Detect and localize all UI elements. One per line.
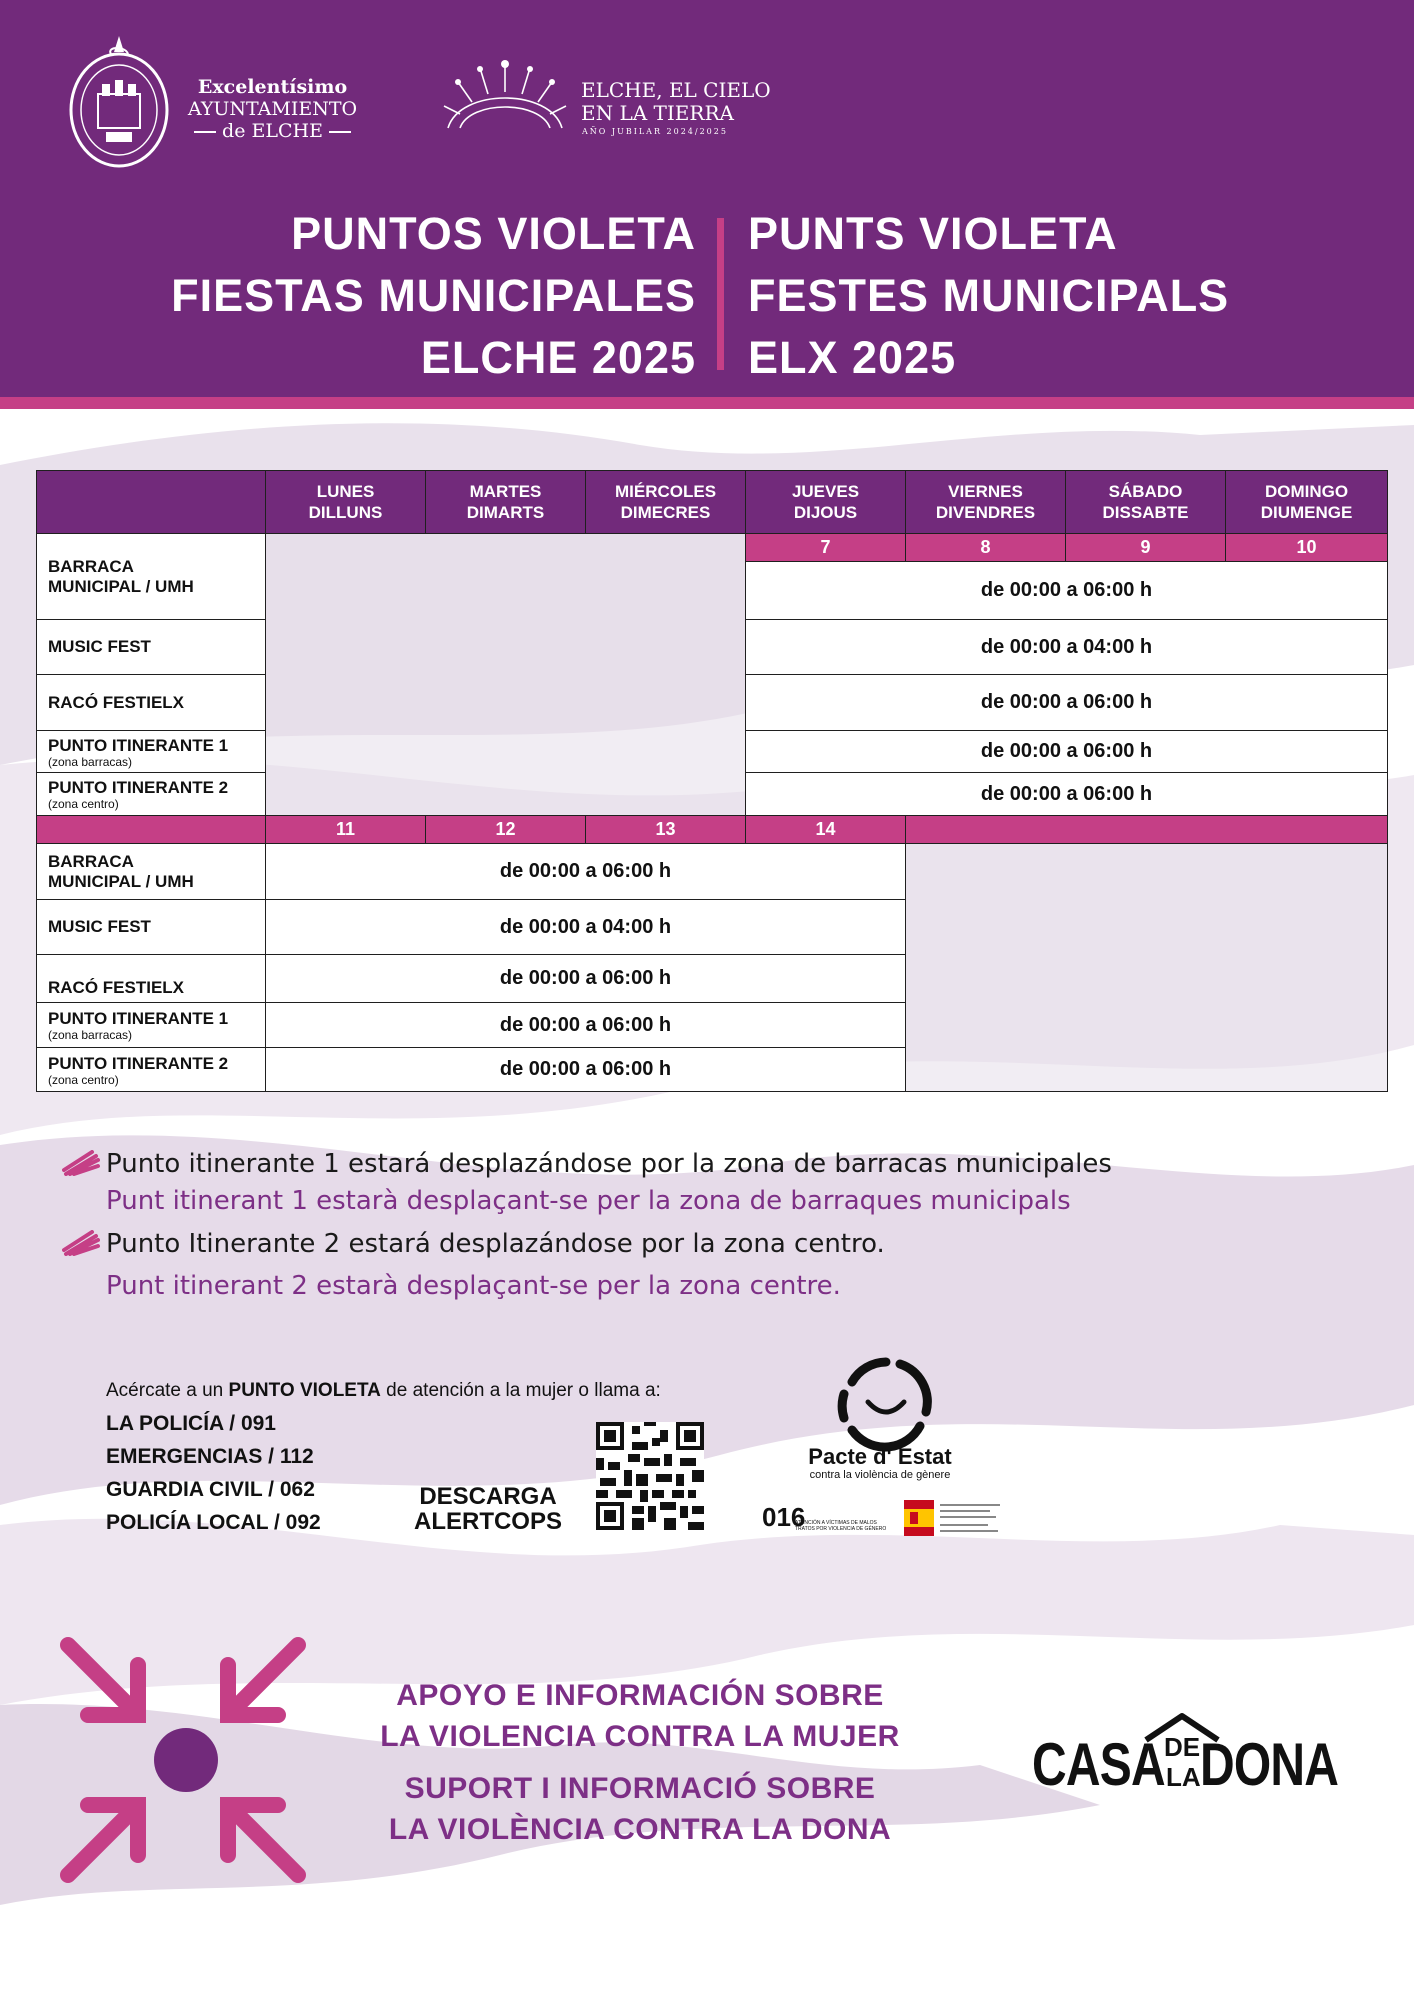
- day-va: DIJOUS: [793, 503, 858, 522]
- date-row-spacer: [905, 815, 1388, 844]
- date-cell: 7: [745, 533, 906, 562]
- row-label-line1: MUSIC FEST: [48, 637, 151, 656]
- date-cell: 8: [905, 533, 1066, 562]
- pacte-smile-logo-icon: [830, 1352, 942, 1452]
- day-es: JUEVES: [791, 482, 860, 501]
- week2-empty-block: [905, 843, 1388, 1092]
- qr-code-icon[interactable]: [596, 1422, 704, 1530]
- day-header-tuesday: [425, 470, 586, 534]
- day-es: LUNES: [316, 482, 375, 501]
- day-es: MIÉRCOLES: [614, 482, 717, 501]
- note-1-es: Punto itinerante 1 estará desplazándose por la zona de barracas municipales: [106, 1149, 1112, 1179]
- ministerio-igualdad-logo-icon: [904, 1500, 1012, 1536]
- date-row-spacer: [36, 815, 266, 844]
- day-header-wednesday: [585, 470, 746, 534]
- helpline-016: 016: [762, 1502, 806, 1532]
- time-cell: de 00:00 a 06:00 h: [745, 561, 1388, 620]
- contact-intro-pre: Acércate a un: [106, 1380, 229, 1401]
- row-label: [36, 730, 266, 773]
- row-label: [36, 533, 266, 620]
- contact-intro-post: de atención a la mujer o llama a:: [380, 1380, 661, 1401]
- row-label-line1: PUNTO ITINERANTE 1: [48, 735, 229, 755]
- table-corner: [36, 470, 266, 534]
- footer-va-line1: SUPORT I INFORMACIÓ SOBRE: [404, 1772, 876, 1805]
- row-label-sub: (zona centro): [48, 797, 119, 811]
- time-cell: de 00:00 a 06:00 h: [745, 674, 1388, 731]
- day-va: DISSABTE: [1102, 503, 1189, 522]
- jubilar-line2: EN LA TIERRA: [581, 101, 734, 125]
- download-line1: DESCARGA: [419, 1483, 557, 1510]
- row-label-line1: PUNTO ITINERANTE 2: [48, 1053, 229, 1073]
- row-label-sub: (zona barracas): [48, 754, 133, 769]
- time-cell: de 00:00 a 04:00 h: [745, 619, 1388, 675]
- contact-intro-bold: PUNTO VIOLETA: [228, 1380, 381, 1401]
- ayuntamiento-line3-text: de ELCHE: [222, 120, 323, 142]
- week1-empty-block: [265, 533, 746, 816]
- row-label: [36, 954, 266, 1003]
- time-cell: de 00:00 a 06:00 h: [265, 954, 906, 1003]
- title-va-line2: FESTES MUNICIPALS: [748, 270, 1230, 321]
- day-va: DIMARTS: [466, 503, 545, 522]
- day-header-sunday: [1225, 470, 1388, 534]
- day-va: DIMECRES: [620, 503, 711, 522]
- day-es: SÁBADO: [1108, 482, 1183, 501]
- day-va: DIUMENGE: [1260, 503, 1353, 522]
- download-line2: ALERTCOPS: [413, 1508, 562, 1535]
- date-cell: 13: [585, 815, 746, 844]
- time-cell: de 00:00 a 06:00 h: [265, 1002, 906, 1048]
- day-header-monday: [265, 470, 426, 534]
- inward-arrows-icon: [58, 1635, 308, 1885]
- phone-policia: LA POLICÍA / 091: [106, 1412, 276, 1435]
- jubilar-line1: ELCHE, EL CIELO: [581, 78, 771, 102]
- date-cell: 14: [745, 815, 906, 844]
- casa-logo-la: LA: [1166, 1762, 1201, 1792]
- time-cell: de 00:00 a 06:00 h: [265, 1047, 906, 1092]
- casa-logo-left: CASA: [1032, 1731, 1165, 1798]
- row-label: [36, 772, 266, 816]
- row-label-line1: RACÓ FESTIELX: [48, 977, 185, 997]
- date-cell: 12: [425, 815, 586, 844]
- day-header-friday: [905, 470, 1066, 534]
- row-label-line1: MUSIC FEST: [48, 917, 151, 936]
- phone-policia-local: POLICÍA LOCAL / 092: [106, 1511, 321, 1534]
- brush-bullet-icon: [62, 1230, 100, 1256]
- row-label-line1: PUNTO ITINERANTE 1: [48, 1009, 229, 1028]
- pacte-subtitle: contra la violència de gènere: [809, 1469, 951, 1481]
- time-cell: de 00:00 a 06:00 h: [745, 772, 1388, 816]
- brush-bullet-icon: [62, 1150, 100, 1176]
- row-label-line1: RACÓ FESTIELX: [48, 692, 185, 712]
- day-header-saturday: [1065, 470, 1226, 534]
- row-label: [36, 843, 266, 900]
- time-cell: de 00:00 a 04:00 h: [265, 899, 906, 955]
- date-cell: 9: [1065, 533, 1226, 562]
- download-alertcops: [400, 1484, 576, 1534]
- row-label: [36, 899, 266, 955]
- note-2-es: Punto Itinerante 2 estará desplazándose por la zona centro.: [106, 1229, 885, 1259]
- header-band: [0, 0, 1414, 397]
- note-2-va: Punt itinerant 2 estarà desplaçant-se per la zona centre.: [106, 1271, 841, 1301]
- title-es-line1: PUNTOS VIOLETA: [291, 208, 696, 259]
- day-header-thursday: [745, 470, 906, 534]
- title-divider: [717, 218, 724, 370]
- note-1-va: Punt itinerant 1 estarà desplaçant-se per la zona de barraques municipals: [106, 1186, 1071, 1216]
- day-va: DILLUNS: [308, 503, 383, 522]
- row-label-sub: (zona barracas): [48, 1028, 133, 1042]
- date-cell: 11: [265, 815, 426, 844]
- footer-es-line2: LA VIOLENCIA CONTRA LA MUJER: [380, 1720, 900, 1753]
- elche-seal-icon: [66, 32, 172, 172]
- jubilar-crown-icon: [440, 58, 570, 138]
- helpline-016-desc: ATENCIÓN A VÍCTIMAS DE MALOS TRATOS POR VIOLENCIA DE GÉNERO: [795, 1520, 887, 1532]
- phone-emergencias: EMERGENCIAS / 112: [106, 1445, 314, 1468]
- phone-guardia-civil: GUARDIA CIVIL / 062: [106, 1478, 315, 1501]
- title-es-line3: ELCHE 2025: [420, 332, 696, 383]
- title-es-line2: FIESTAS MUNICIPALES: [171, 270, 696, 321]
- row-label-line1: BARRACA: [48, 556, 134, 576]
- day-va: DIVENDRES: [935, 503, 1036, 522]
- day-es: DOMINGO: [1264, 482, 1349, 501]
- row-label-sub: (zona centro): [48, 1072, 119, 1087]
- row-label-line2: MUNICIPAL / UMH: [48, 871, 194, 891]
- row-label: [36, 619, 266, 675]
- header-stripe: [0, 397, 1414, 409]
- row-label-line2: MUNICIPAL / UMH: [48, 576, 194, 596]
- casa-logo-de: DE: [1164, 1732, 1201, 1762]
- row-label: [36, 674, 266, 731]
- day-es: MARTES: [469, 482, 542, 501]
- ayuntamiento-line2: AYUNTAMIENTO: [187, 98, 358, 120]
- row-label-line1: PUNTO ITINERANTE 2: [48, 778, 229, 797]
- ayuntamiento-line1: Excelentísimo: [197, 76, 348, 98]
- row-label: [36, 1047, 266, 1092]
- ayuntamiento-line3: [180, 120, 365, 142]
- pacte-title: Pacte d' Estat: [808, 1444, 952, 1469]
- title-va-line1: PUNTS VIOLETA: [748, 208, 1118, 259]
- schedule-table: [36, 470, 1388, 1092]
- time-cell: de 00:00 a 06:00 h: [745, 730, 1388, 773]
- title-va-line3: ELX 2025: [748, 332, 957, 383]
- row-label-line1: BARRACA: [48, 851, 134, 871]
- day-es: VIERNES: [948, 482, 1023, 501]
- footer-va-line2: LA VIOLÈNCIA CONTRA LA DONA: [388, 1813, 892, 1846]
- casa-logo-right: DONA: [1200, 1731, 1339, 1798]
- date-cell: 10: [1225, 533, 1388, 562]
- contact-intro: [106, 1380, 661, 1402]
- jubilar-line3: AÑO JUBILAR 2024/2025: [582, 127, 728, 136]
- time-cell: de 00:00 a 06:00 h: [265, 843, 906, 900]
- footer-es-line1: APOYO E INFORMACIÓN SOBRE: [396, 1679, 884, 1712]
- row-label: [36, 1002, 266, 1048]
